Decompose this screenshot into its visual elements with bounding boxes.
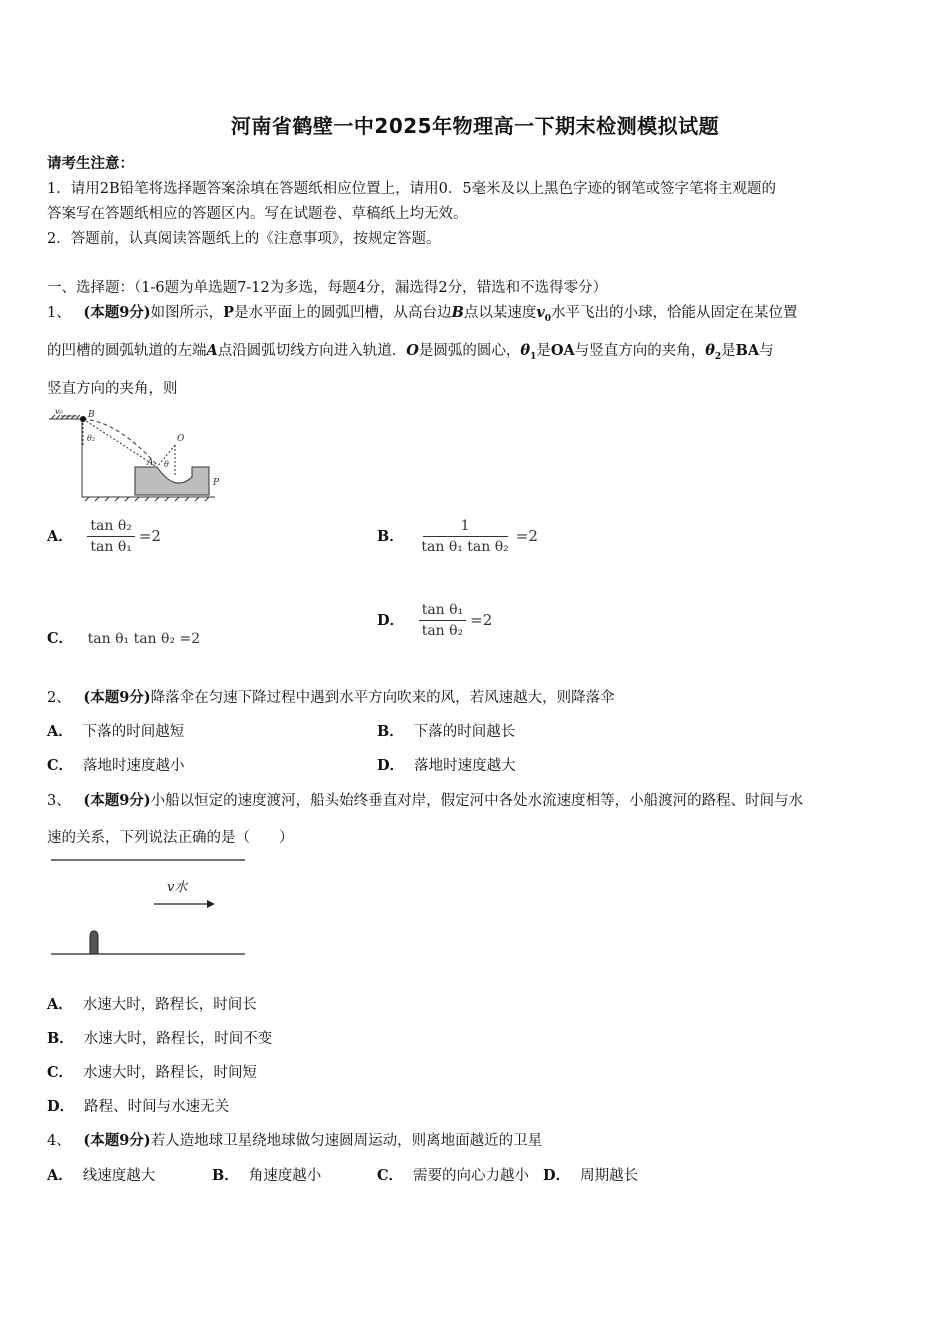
q1-line-1 <box>47 301 798 324</box>
option-text: 路程、时间与水速无关 <box>84 1099 230 1115</box>
option-label: A． <box>47 1167 73 1184</box>
q1-text: 是 <box>536 343 551 359</box>
q1-option-d[interactable] <box>377 602 492 639</box>
option-text: 下落的时间越长 <box>413 724 516 740</box>
q1-text: 水平飞出的小球，恰能从固定在某位置 <box>551 305 798 321</box>
q1-text: 点沿圆弧切线方向进入轨道． <box>217 343 407 359</box>
q2-option-d[interactable] <box>377 754 516 775</box>
q1-tag: (本题9分) <box>83 304 151 321</box>
option-text: 下落的时间越短 <box>82 724 185 740</box>
notice-heading: 请考生注意： <box>47 155 134 172</box>
label-v-water: v水 <box>167 880 188 895</box>
denominator: tan θ₂ <box>421 623 464 639</box>
q4-option-a[interactable] <box>47 1164 155 1185</box>
numerator: tan θ₁ <box>419 602 466 621</box>
option-label: D． <box>377 611 405 629</box>
numerator: 1 <box>423 518 508 537</box>
q3-line-1 <box>47 789 803 810</box>
label-B: B <box>88 410 95 420</box>
option-text: 落地时速度越小 <box>83 758 185 774</box>
q4-option-b[interactable] <box>212 1164 321 1185</box>
denominator: tan θ₁ tan θ₂ <box>421 539 509 555</box>
q1-text: 如图所示， <box>150 305 224 321</box>
notice-item-1-line-2: 答案写在答题纸相应的答题区内。写在试题卷、草稿纸上均无效。 <box>47 206 468 222</box>
q4-text: 若人造地球卫星绕地球做匀速圆周运动，则离地面越近的卫星 <box>150 1133 543 1149</box>
option-label: D． <box>543 1167 571 1184</box>
label-P: P <box>213 478 220 488</box>
q1-text: 是 <box>721 343 736 359</box>
boat <box>90 931 98 954</box>
q4-option-d[interactable] <box>543 1164 638 1185</box>
expression: tan θ₁ tan θ₂ =2 <box>87 631 201 647</box>
q2-option-a[interactable] <box>47 720 184 741</box>
q4-tag: (本题9分) <box>83 1132 151 1149</box>
option-text: 水速大时，路程长，时间短 <box>83 1065 258 1081</box>
q1-text: 与 <box>759 343 774 359</box>
q1-line-3: 竖直方向的夹角，则 <box>47 381 178 397</box>
q3-text: 小船以恒定的速度渡河，船头始终垂直对岸，假定河中各处水流速度相等，小船渡河的路程、时间与水 <box>150 793 804 809</box>
fraction <box>419 602 466 639</box>
q1-text: 与竖直方向的夹角， <box>574 343 706 359</box>
groove-block <box>135 467 209 495</box>
q2-text: 降落伞在匀速下降过程中遇到水平方向吹来的风，若风速越大，则降落伞 <box>150 690 615 706</box>
q1-figure <box>47 405 227 505</box>
q1-text: 点以某速度 <box>463 305 537 321</box>
ball <box>80 416 86 422</box>
q2-stem <box>47 686 615 707</box>
q1-text: v <box>536 304 545 321</box>
notice-item-1-line-1: 1．请用2B铅笔将选择题答案涂填在答题纸相应位置上，请用0．5毫米及以上黑色字迹的钢笔或签字笔将主观题的 <box>47 181 777 197</box>
q3-number: 3、 <box>47 793 71 809</box>
fraction <box>418 518 511 555</box>
option-label: D． <box>47 1098 75 1115</box>
q1-text: B <box>451 304 464 321</box>
q1-text: P <box>223 304 235 321</box>
option-label: B． <box>47 1030 74 1047</box>
option-label: B． <box>377 527 404 545</box>
equals: =2 <box>138 526 161 545</box>
q1-text: A <box>206 342 218 359</box>
option-label: C． <box>47 757 74 774</box>
q3-figure <box>47 855 252 960</box>
q4-stem <box>47 1129 542 1150</box>
label-A: A <box>147 458 154 468</box>
option-label: A． <box>47 527 73 545</box>
option-label: A． <box>47 996 73 1013</box>
q1-text: 2 <box>714 351 722 362</box>
q1-text: 是水平面上的圆弧凹槽，从高台边 <box>234 305 452 321</box>
q3-option-c[interactable] <box>47 1061 257 1082</box>
q1-line-2 <box>47 339 774 362</box>
q2-tag: (本题9分) <box>83 689 151 706</box>
fraction <box>87 518 134 555</box>
option-text: 角速度越小 <box>248 1168 322 1184</box>
label-theta2: θ₂ <box>87 434 96 443</box>
q2-option-b[interactable] <box>377 720 515 741</box>
option-text: 水速大时，路程长，时间不变 <box>83 1031 273 1047</box>
numerator: tan θ₂ <box>87 518 134 537</box>
q1-option-c[interactable] <box>47 627 200 648</box>
q1-text: O <box>406 342 419 359</box>
option-label: C． <box>47 1064 74 1081</box>
q1-text: θ <box>520 342 531 359</box>
equals: =2 <box>515 526 538 545</box>
q1-option-b[interactable] <box>377 518 538 555</box>
section-heading: 一、选择题：（1-6题为单选题7-12为多选，每题4分，漏选得2分，错选和不选得零分） <box>47 280 608 296</box>
option-text: 水速大时，路程长，时间长 <box>82 997 257 1013</box>
option-text: 线速度越大 <box>82 1168 156 1184</box>
q3-option-a[interactable] <box>47 993 257 1014</box>
q1-option-a[interactable] <box>47 518 161 555</box>
q3-option-b[interactable] <box>47 1027 272 1048</box>
page-title: 河南省鹤壁一中2025年物理高一下期末检测模拟试题 <box>230 114 720 138</box>
option-label: B． <box>212 1167 239 1184</box>
option-text: 需要的向心力越小 <box>413 1168 530 1184</box>
label-theta1: θ <box>164 460 169 469</box>
q1-text: 0 <box>544 313 552 324</box>
equals: =2 <box>470 610 493 629</box>
q3-line-2: 速的关系，下列说法正确的是（ ） <box>47 830 294 846</box>
q4-option-c[interactable] <box>377 1164 529 1185</box>
option-label: C． <box>377 1167 404 1184</box>
option-text: 周期越长 <box>580 1168 639 1184</box>
q1-text: 是圆弧的圆心， <box>418 343 521 359</box>
q1-number: 1、 <box>47 305 71 321</box>
q3-tag: (本题9分) <box>83 792 151 809</box>
option-text: 落地时速度越大 <box>414 758 516 774</box>
label-v0: v₀ <box>55 407 63 416</box>
denominator: tan θ₁ <box>90 539 132 555</box>
q1-text: 1 <box>530 351 537 362</box>
q1-text: BA <box>735 342 760 359</box>
option-label: D． <box>377 757 405 774</box>
q3-option-d[interactable] <box>47 1095 229 1116</box>
option-label: A． <box>47 723 73 740</box>
q2-number: 2、 <box>47 690 71 706</box>
notice-item-2: 2．答题前，认真阅读答题纸上的《注意事项》，按规定答题。 <box>47 231 441 247</box>
option-label: B． <box>377 723 404 740</box>
q2-option-c[interactable] <box>47 754 185 775</box>
label-O: O <box>177 434 185 444</box>
q4-number: 4、 <box>47 1133 71 1149</box>
q1-text: 的凹槽的圆弧轨道的左端 <box>47 343 207 359</box>
arrow-head-icon <box>207 900 215 908</box>
q1-text: OA <box>550 342 575 359</box>
option-label: C． <box>47 630 74 647</box>
q1-text: θ <box>705 342 715 359</box>
